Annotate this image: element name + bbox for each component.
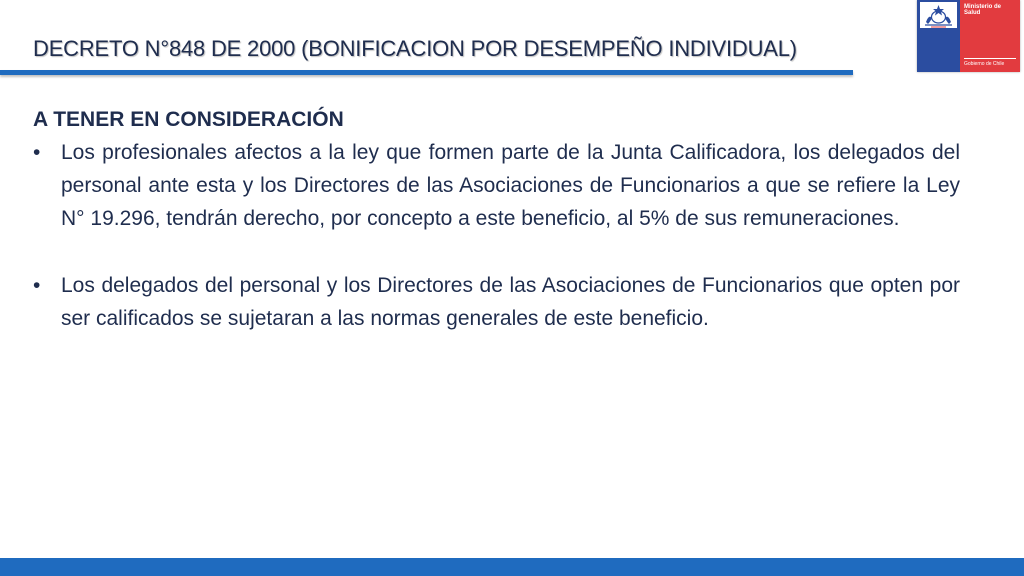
slide-title: DECRETO N°848 DE 2000 (BONIFICACION POR DESEMPEÑO INDIVIDUAL) (33, 36, 797, 61)
logo-divider (964, 58, 1016, 59)
logo-footer: Gobierno de Chile (964, 61, 1005, 67)
logo-line-2: Salud (964, 10, 981, 16)
ministry-logo (917, 0, 1020, 72)
chile-crest-icon (920, 2, 957, 28)
slide-content (33, 104, 960, 335)
logo-line-1: Ministerio de (964, 4, 1002, 10)
section-heading: A TENER EN CONSIDERACIÓN (33, 108, 344, 131)
bullet-item (33, 136, 960, 235)
bullet-item (33, 269, 960, 335)
bullet-text: Los profesionales afectos a la ley que formen parte de la Junta Calificadora, los delegados del personal ante esta y los Directores de las Asociaciones de Funcionarios a que se refiere la Ley N° 19.296, tendrán derecho, por concepto a este beneficio, al 5% de sus remuneraciones. (61, 141, 960, 230)
logo-ministry-name (964, 4, 1016, 16)
bullet-dot: • (33, 141, 41, 164)
bullet-text: Los delegados del personal y los Directores de las Asociaciones de Funcionarios que opten por ser calificados se sujetaran a las normas generales de este beneficio. (61, 274, 960, 330)
bullet-list (33, 136, 960, 335)
logo-blue-panel (917, 0, 960, 72)
title-underline (0, 70, 853, 75)
bullet-dot: • (33, 274, 41, 297)
footer-bar (0, 558, 1024, 576)
